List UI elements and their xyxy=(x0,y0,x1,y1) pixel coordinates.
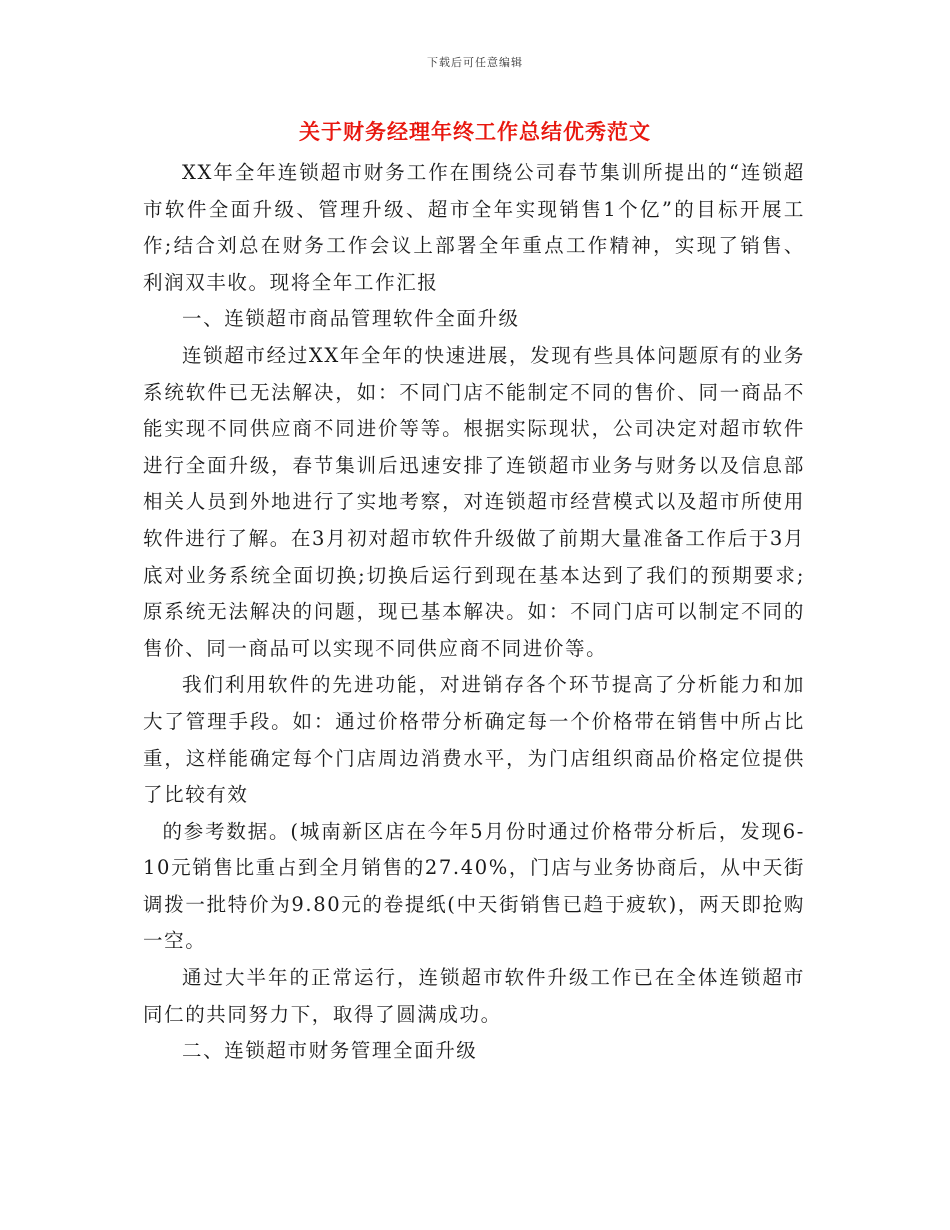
section-heading-1: 一、连锁超市商品管理软件全面升级 xyxy=(182,307,520,331)
section-heading-2: 二、连锁超市财务管理全面升级 xyxy=(182,1039,478,1063)
paragraph-reference-data: 的参考数据。(城南新区店在今年5月份时通过价格带分析后，发现6-10元销售比重占到全月销售的27.40%，门店与业务协商后，从中天街调拨一批特价为9.80元的卷提纸(中天街销售已趋于疲软)，两天即抢购一空。 xyxy=(143,819,805,953)
document-title: 关于财务经理年终工作总结优秀范文 xyxy=(299,120,651,144)
header-note: 下载后可任意编辑 xyxy=(427,56,523,69)
paragraph-software-upgrade: 连锁超市经过XX年全年的快速进展，发现有些具体问题原有的业务系统软件已无法解决，如：不同门店不能制定不同的售价、同一商品不能实现不同供应商不同进价等等。根据实际现状，公司决定对超市软件进行全面升级，春节集训后迅速安排了连锁超市业务与财务以及信息部相关人员到外地进行了实地考察，对连锁超市经营模式以及超市所使用软件进行了解。在3月初对超市软件升级做了前期大量准备工作后于3月底对业务系统全面切换;切换后运行到现在基本达到了我们的预期要求;原系统无法解决的问题，现已基本解决。如：不同门店可以制定不同的售价、同一商品可以实现不同供应商不同进价等。 xyxy=(143,343,805,660)
paragraph-success: 通过大半年的正常运行，连锁超市软件升级工作已在全体连锁超市同仁的共同努力下，取得了圆满成功。 xyxy=(143,966,805,1026)
paragraph-software-functions: 我们利用软件的先进功能，对进销存各个环节提高了分析能力和加大了管理手段。如：通过价格带分析确定每一个价格带在销售中所占比重，这样能确定每个门店周边消费水平，为门店组织商品价格定位提供了比较有效 xyxy=(143,673,805,807)
document-body xyxy=(143,155,805,1070)
paragraph-intro: XX年全年连锁超市财务工作在围绕公司春节集训所提出的“连锁超市软件全面升级、管理升级、超市全年实现销售1个亿”的目标开展工作;结合刘总在财务工作会议上部署全年重点工作精神，实现了销售、利润双丰收。现将全年工作汇报 xyxy=(143,161,805,294)
